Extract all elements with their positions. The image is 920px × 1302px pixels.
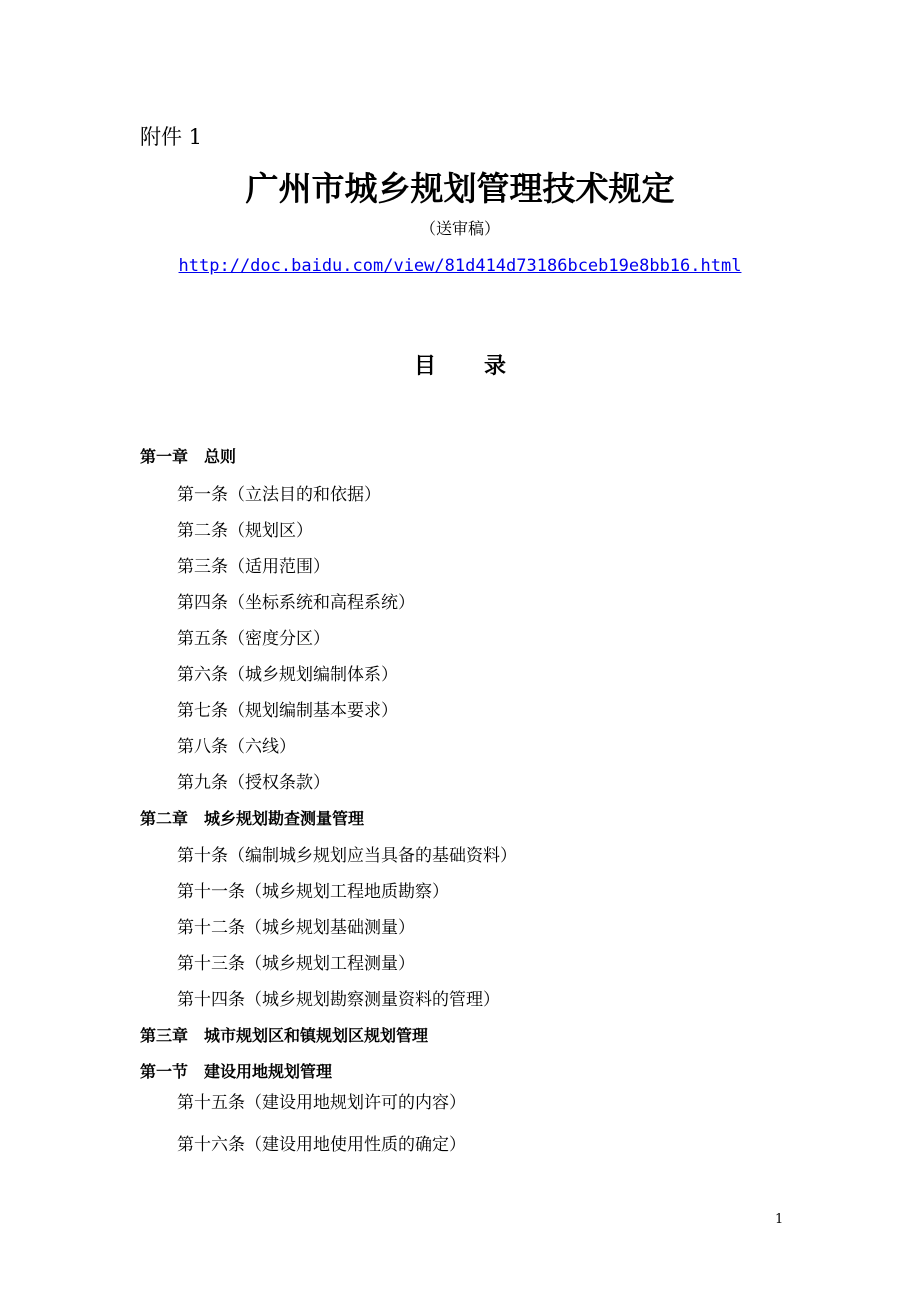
toc-article[interactable]: 第十四条（城乡规划勘察测量资料的管理）: [177, 990, 500, 1010]
source-url-link[interactable]: http://doc.baidu.com/view/81d414d73186bceb19e8bb16.html: [178, 256, 742, 276]
toc-chapter[interactable]: 第三章 城市规划区和镇规划区规划管理: [140, 1026, 429, 1045]
toc-section[interactable]: 第一节 建设用地规划管理: [140, 1062, 333, 1081]
toc-article[interactable]: 第二条（规划区）: [177, 521, 313, 541]
toc-article[interactable]: 第十五条（建设用地规划许可的内容）: [177, 1093, 466, 1113]
toc-article[interactable]: 第七条（规划编制基本要求）: [177, 701, 398, 721]
toc-article[interactable]: 第十六条（建设用地使用性质的确定）: [177, 1135, 466, 1155]
page-number: 1: [775, 1212, 784, 1227]
toc-article[interactable]: 第八条（六线）: [177, 737, 296, 757]
toc-article[interactable]: 第六条（城乡规划编制体系）: [177, 665, 398, 685]
document-title: 广州市城乡规划管理技术规定: [245, 169, 675, 208]
toc-chapter[interactable]: 第一章 总则: [140, 447, 237, 466]
toc-article[interactable]: 第三条（适用范围）: [177, 557, 330, 577]
toc-article[interactable]: 第十一条（城乡规划工程地质勘察）: [177, 882, 449, 902]
toc-chapter[interactable]: 第二章 城乡规划勘查测量管理: [140, 809, 365, 828]
toc-article[interactable]: 第十二条（城乡规划基础测量）: [177, 918, 415, 938]
toc-article[interactable]: 第十三条（城乡规划工程测量）: [177, 954, 415, 974]
document-subtitle: （送审稿）: [419, 219, 500, 238]
toc-article[interactable]: 第四条（坐标系统和高程系统）: [177, 593, 415, 613]
toc-heading: 目录: [413, 353, 554, 379]
toc-article[interactable]: 第十条（编制城乡规划应当具备的基础资料）: [177, 846, 517, 866]
source-url: [0, 256, 920, 276]
toc-article[interactable]: 第一条（立法目的和依据）: [177, 485, 381, 505]
toc-article[interactable]: 第九条（授权条款）: [177, 773, 330, 793]
attachment-label: 附件 1: [140, 125, 203, 149]
toc-article[interactable]: 第五条（密度分区）: [177, 629, 330, 649]
